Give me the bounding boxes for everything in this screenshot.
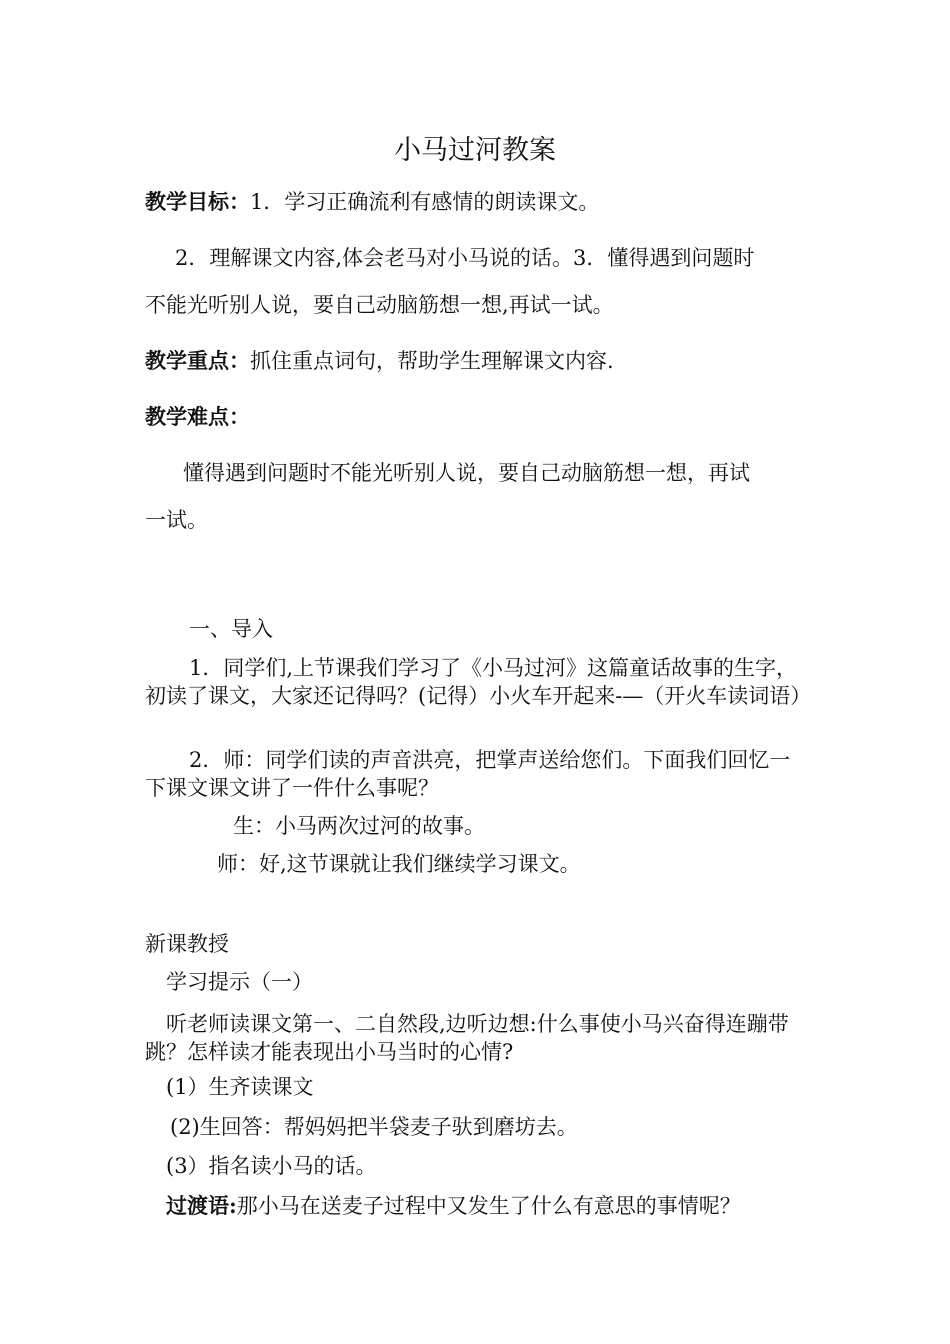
objective-item-2-line2: 不能光听别人说，要自己动脑筋想一想,再试一试。 [145,293,614,317]
learning-tip: 学习提示（一） [166,970,313,994]
step-1: (1）生齐读课文 [166,1075,314,1099]
difficulty-line2: 一试。 [145,508,208,532]
objective-item-2-line1: 2．理解课文内容,体会老马对小马说的话。3．懂得遇到问题时 [175,246,755,270]
focus-label: 教学重点： [145,348,250,373]
page-title: 小马过河教案 [394,135,556,166]
difficulty-line1: 懂得遇到问题时不能光听别人说，要自己动脑筋想一想，再试 [183,461,750,485]
intro-paragraph-2: 2．师：同学们读的声音洪亮，把掌声送给您们。下面我们回忆一下课文课文讲了一件什么事呢？ [145,748,791,800]
transition-text: 那小马在送麦子过程中又发生了什么有意思的事情呢？ [236,1194,741,1218]
teacher-remark: 师：好,这节课就让我们继续学习课文。 [217,852,581,876]
objective-item-1: 1．学习正确流利有感情的朗读课文。 [250,190,600,214]
difficulty-label: 教学难点： [145,404,250,429]
transition-line [166,1192,741,1220]
step-3: (3）指名读小马的话。 [166,1154,377,1178]
objectives-label: 教学目标： [145,189,250,214]
focus-text: 抓住重点词句，帮助学生理解课文内容. [250,349,614,373]
transition-label: 过渡语: [166,1193,237,1218]
intro-paragraph-1: 1．同学们,上节课我们学习了《小马过河》这篇童话故事的生字，初读了课文，大家还记得吗？(记得）小火车开起来-—（开火车读词语） [145,656,812,708]
intro-heading: 一、导入 [189,617,273,641]
objectives-line [145,188,599,216]
focus-line [145,347,614,375]
student-answer: 生：小马两次过河的故事。 [233,814,485,838]
step-2: (2)生回答：帮妈妈把半袋麦子驮到磨坊去。 [170,1115,578,1139]
new-lesson-paragraph: 听老师读课文第一、二自然段,边听边想:什么事使小马兴奋得连蹦带跳？怎样读才能表现出小马当时的心情? [145,1012,789,1064]
new-lesson-heading: 新课教授 [145,932,229,956]
